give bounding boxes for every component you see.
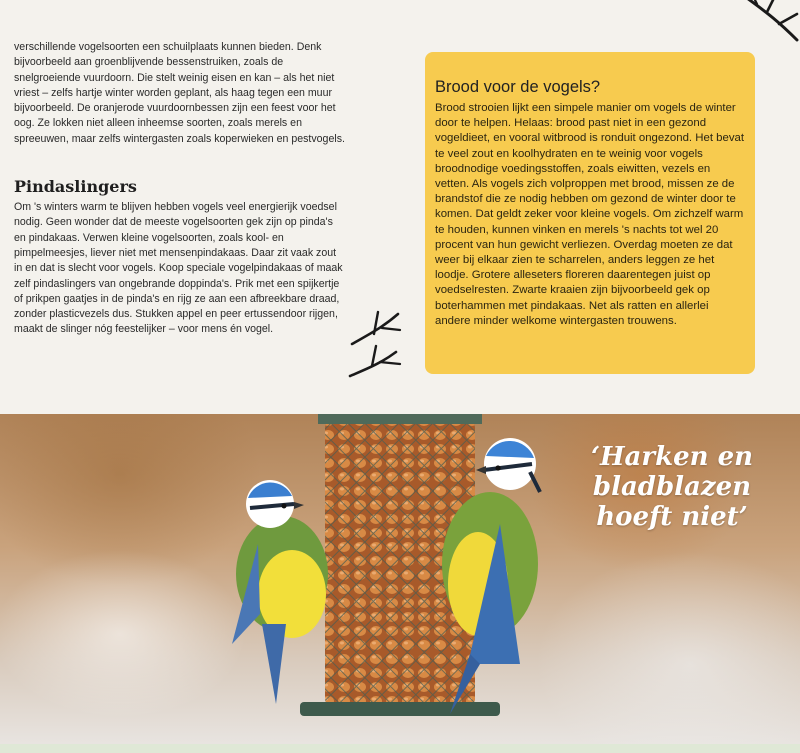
section-heading: Pindaslingers — [14, 177, 137, 197]
sidebar-text: Brood strooien lijkt een simpele manier om vogels de winter door te helpen. Helaas: brood past niet in een gezond vogeldieet, en vooral witbrood is ronduit ongezond. Het bevat te veel zout en koolhydraten en te weinig voor vogels broodnodige voedingsstoffen, zoals eiwitten, vezels en vetten. Als vogels zich volproppen met brood, missen ze de brandstof die ze nodig hebben om gezond de winter door te komen. Dat geldt zeker voor kleine vogels. Om zichzelf warm te houden, kunnen vinken en merels 's nachts tot wel 20 procent van hun gewicht verliezen. Overdag moeten ze dat weer bij elkaar zien te scharrelen, anders leggen ze het loodje. Grotere alleseters floreren daarentegen juist op voedselresten. Zwarte kraaien zijn bijvoorbeeld gek op boterhammen met pindakaas. Net als ratten en allerlei andere minder welkome wintergasten trouwens. — [435, 102, 745, 327]
blue-tit-left-icon — [232, 480, 328, 704]
bird-photo — [0, 414, 800, 744]
bottom-strip — [0, 744, 800, 753]
sidebar-title: Brood voor de vogels? — [435, 78, 601, 96]
left-column — [14, 40, 346, 338]
sidebar-box — [425, 52, 755, 374]
twig-icon — [348, 300, 404, 382]
twig-icon — [745, 0, 800, 46]
intro-paragraph: verschillende vogelsoorten een schuilplaats kunnen bieden. Denk bijvoorbeeld aan groenblijvende bessenstruiken, zoals de snelgroeiende vuurdoorn. Die stelt weinig eisen en kan – als het niet vriest – zelfs hartje winter worden geplant, als haag tegen een muur bijvoorbeeld. De oranjerode vuurdoornbessen zijn een feest voor het oog. Ze lokken niet alleen inheemse soorten, zoals merels en spreeuwen, maar zelfs wintergasten zoals koperwieken en pestvogels. — [14, 41, 345, 145]
section-paragraph: Om 's winters warm te blijven hebben vogels veel energierijk voedsel nodig. Geen wonder dat de meeste vogelsoorten gek zijn op pinda's en pindakaas. Verwen kleine vogelsoorten, zoals kool- en pimpelmeesjes, liever niet met mensenpindakaas. Daar zit vaak zout in en dat is slecht voor vogels. Koop speciale vogelpindakaas of maak zelf pindaslingers van ongebrande doppinda's. Prik met een spijkertje of prikpen gaatjes in de pinda's en rijg ze aan een afbreekbare draad, zonder plasticvezels dus. Stukken appel en peer ertussendoor rijgen, maakt de slinger nóg feestelijker – voor mens én vogel. — [14, 201, 343, 336]
pull-quote: ‘Harken en bladblazen hoeft niet’ — [590, 442, 754, 532]
